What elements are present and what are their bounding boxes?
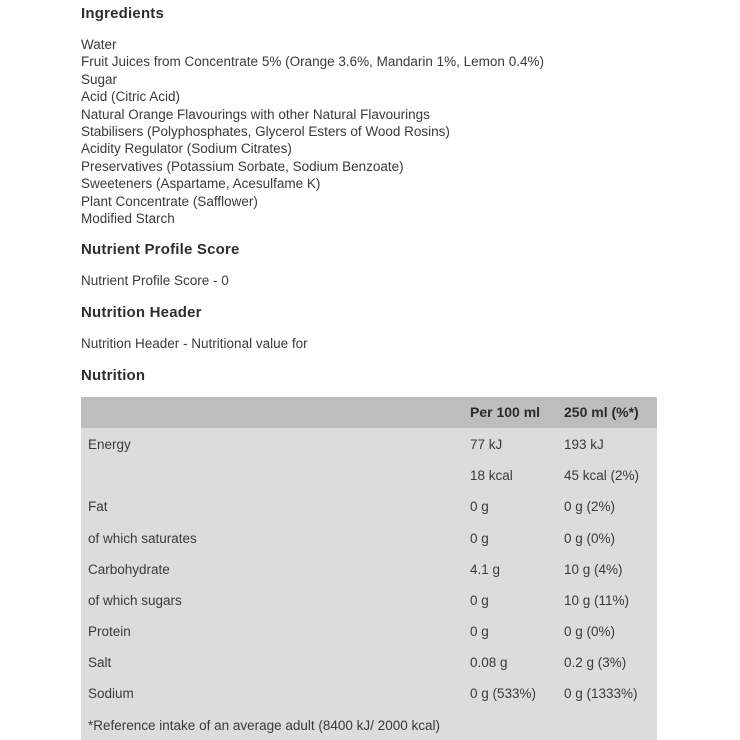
ingredient-item: Acid (Citric Acid) (81, 89, 181, 105)
value-per-100ml: 0 g (470, 593, 489, 608)
nutrition-table-header (81, 397, 657, 428)
ingredient-item: Sweeteners (Aspartame, Acesulfame K) (81, 176, 321, 192)
row-label: Energy (88, 437, 131, 452)
row-label: Fat (88, 499, 108, 514)
table-row (81, 499, 657, 530)
row-label: Salt (88, 655, 112, 670)
value-per-250ml: 0 g (0%) (564, 624, 616, 639)
nutrition-heading: Nutrition (81, 367, 146, 384)
ingredient-item: Sugar (81, 71, 118, 87)
ingredient-item: Natural Orange Flavourings with other Natural Flavourings (81, 106, 430, 122)
value-per-100ml: 0 g (533%) (470, 686, 537, 701)
row-label: Carbohydrate (88, 562, 170, 577)
nutrient-profile-text: Nutrient Profile Score - 0 (81, 273, 229, 288)
row-label: of which saturates (88, 531, 197, 546)
table-row (81, 686, 657, 717)
row-label: Protein (88, 624, 131, 639)
value-per-100ml: 0 g (470, 531, 489, 546)
nutrition-table (81, 397, 657, 740)
ingredient-item: Preservatives (Potassium Sorbate, Sodium Benzoate) (81, 158, 404, 174)
value-per-100ml: 77 kJ (470, 437, 503, 452)
value-per-250ml: 193 kJ (564, 437, 604, 452)
nutrient-profile-heading: Nutrient Profile Score (81, 241, 240, 258)
value-per-100ml: 18 kcal (470, 468, 513, 483)
value-per-250ml: 10 g (4%) (564, 562, 623, 577)
table-row (81, 468, 657, 499)
ingredient-item: Modified Starch (81, 211, 175, 227)
value-per-250ml: 0 g (2%) (564, 499, 616, 514)
value-per-100ml: 0 g (470, 499, 489, 514)
table-row (81, 624, 657, 655)
ingredient-item: Plant Concentrate (Safflower) (81, 193, 258, 209)
value-per-250ml: 10 g (11%) (564, 593, 630, 608)
value-per-250ml: 0 g (0%) (564, 531, 616, 546)
value-per-250ml: 0.2 g (3%) (564, 655, 627, 670)
table-row (81, 531, 657, 562)
ingredient-item: Acidity Regulator (Sodium Citrates) (81, 141, 292, 157)
ingredient-item: Water (81, 37, 117, 52)
row-label: of which sugars (88, 593, 182, 608)
value-per-100ml: 0 g (470, 624, 489, 639)
nutrition-header-heading: Nutrition Header (81, 304, 202, 321)
table-row (81, 593, 657, 624)
table-row (81, 437, 657, 468)
ingredient-item: Stabilisers (Polyphosphates, Glycerol Esters of Wood Rosins) (81, 124, 450, 140)
value-per-100ml: 0.08 g (470, 655, 508, 670)
row-label: Sodium (88, 686, 134, 701)
ingredients-list (81, 36, 544, 227)
table-row (81, 562, 657, 593)
ingredient-item: Fruit Juices from Concentrate 5% (Orange 3.6%, Mandarin 1%, Lemon 0.4%) (81, 54, 544, 70)
column-header-per-100ml: Per 100 ml (470, 404, 541, 420)
value-per-250ml: 45 kcal (2%) (564, 468, 640, 483)
column-header-per-250ml: 250 ml (%*) (564, 404, 639, 420)
table-row (81, 655, 657, 686)
value-per-100ml: 4.1 g (470, 562, 501, 577)
nutrition-header-text: Nutrition Header - Nutritional value for (81, 336, 308, 351)
value-per-250ml: 0 g (1333%) (564, 686, 638, 701)
reference-intake-footnote: *Reference intake of an average adult (8400 kJ/ 2000 kcal) (88, 718, 440, 733)
ingredients-heading: Ingredients (81, 5, 165, 22)
